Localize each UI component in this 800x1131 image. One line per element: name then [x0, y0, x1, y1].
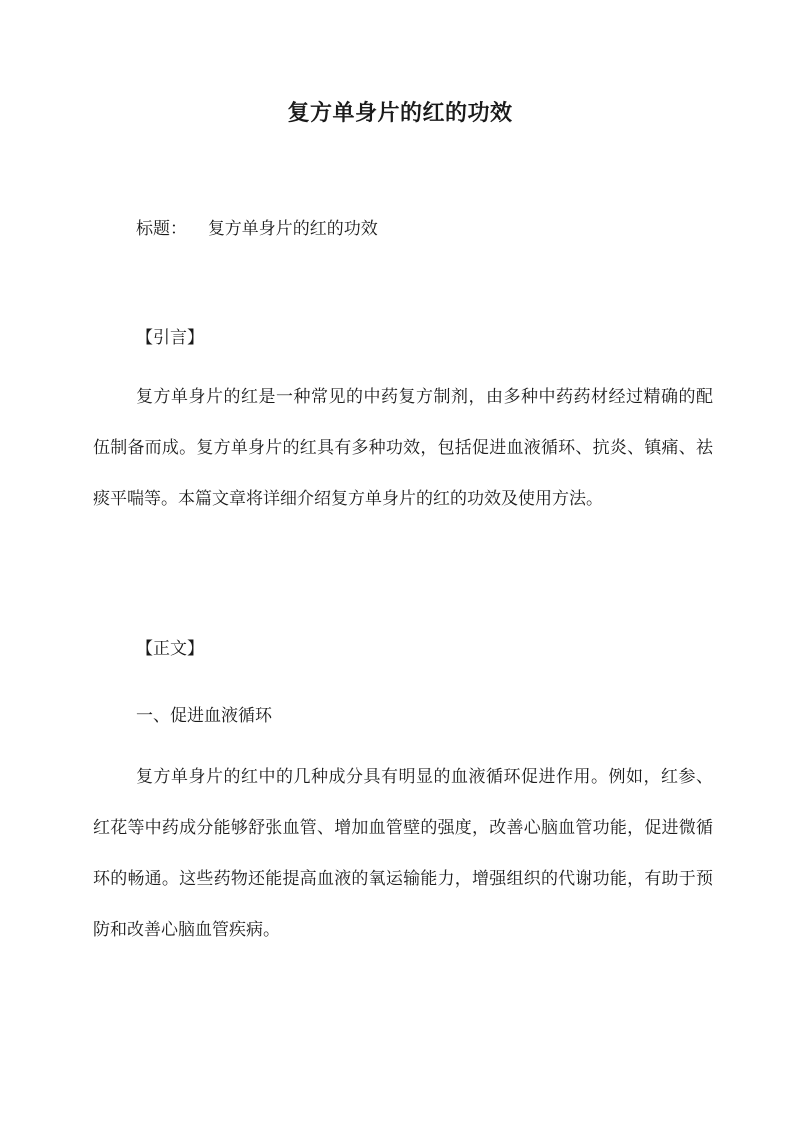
subject-value: 复方单身片的红的功效	[207, 219, 378, 239]
subject-line	[136, 217, 378, 241]
intro-heading: 【引言】	[136, 328, 204, 348]
body-heading: 【正文】	[136, 639, 204, 659]
subject-label: 标题：	[136, 219, 187, 239]
section-1-paragraph: 复方单身片的红中的几种成分具有明显的血液循环促进作用。例如，红参、红花等中药成分能够舒张血管、增加血管壁的强度，改善心脑血管功能，促进微循环的畅通。这些药物还能提高血液的氧运输能力，增强组织的代谢功能，有助于预防和改善心脑血管疾病。	[93, 767, 713, 940]
document-title: 复方单身片的红的功效	[287, 100, 513, 126]
section-1-heading: 一、促进血液循环	[136, 706, 272, 726]
intro-paragraph: 复方单身片的红是一种常见的中药复方制剂，由多种中药药材经过精确的配伍制备而成。复方单身片的红具有多种功效，包括促进血液循环、抗炎、镇痛、祛痰平喘等。本篇文章将详细介绍复方单身片的红的功效及使用方法。	[93, 387, 713, 509]
